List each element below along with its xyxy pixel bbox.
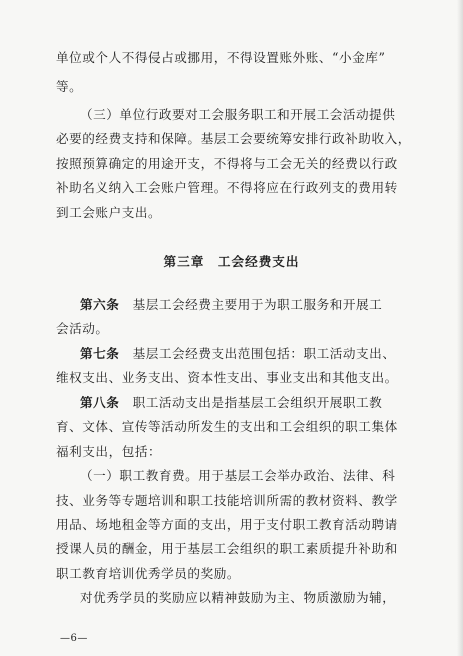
article-label: 第八条 (80, 395, 120, 410)
article-6-line (80, 297, 440, 313)
text-line: 授课人员的酬金，用于基层工会组织的职工素质提升补助和 (56, 541, 398, 556)
article-8-line (80, 395, 440, 411)
article-label: 第七条 (80, 346, 120, 361)
article-text: 基层工会经费主要用于为职工服务和开展工 (132, 297, 383, 312)
article-text: 职工活动支出是指基层工会组织开展职工教 (132, 395, 383, 410)
text-line: 用品、场地租金等方面的支出，用于支付职工教育活动聘请 (56, 517, 398, 532)
text-line: 福利支出，包括： (56, 444, 162, 459)
article-7-line (80, 346, 440, 362)
text-line: 必要的经费支持和保障。基层工会要统筹安排行政补助收入， (56, 131, 411, 146)
text-line: 育、文体、宣传等活动所发生的支出和工会组织的职工集体 (56, 419, 398, 434)
text-line: 补助名义纳入工会账户管理。不得将应在行政列支的费用转 (56, 180, 398, 195)
chapter-title: 第三章 工会经费支出 (163, 254, 300, 269)
text-line: 职工教育培训优秀学员的奖励。 (56, 566, 241, 581)
text-line: 等。 (56, 79, 83, 94)
text-line: 单位或个人不得侵占或挪用，不得设置账外账、“小金库” (56, 50, 386, 65)
paragraph-start: （三）单位行政要对工会服务职工和开展工会活动提供 (80, 107, 396, 122)
text-line: 按照预算确定的用途开支，不得将与工会无关的经费以行政 (56, 156, 398, 171)
paragraph-start: 对优秀学员的奖励应以精神鼓励为主、物质激励为辅， (80, 590, 396, 605)
text-line: 会活动。 (56, 321, 109, 336)
page-edge-shadow (457, 0, 463, 656)
text-line: 到工会账户支出。 (56, 205, 162, 220)
text-line: 技、业务等专题培训和职工技能培训所需的教材资料、教学 (56, 493, 398, 508)
page-number: —6— (60, 633, 88, 644)
text-line: 维权支出、业务支出、资本性支出、事业支出和其他支出。 (56, 370, 398, 385)
article-text: 基层工会经费支出范围包括：职工活动支出、 (132, 346, 396, 361)
article-label: 第六条 (80, 297, 120, 312)
paragraph-start: （一）职工教育费。用于基层工会举办政治、法律、科 (80, 468, 396, 483)
